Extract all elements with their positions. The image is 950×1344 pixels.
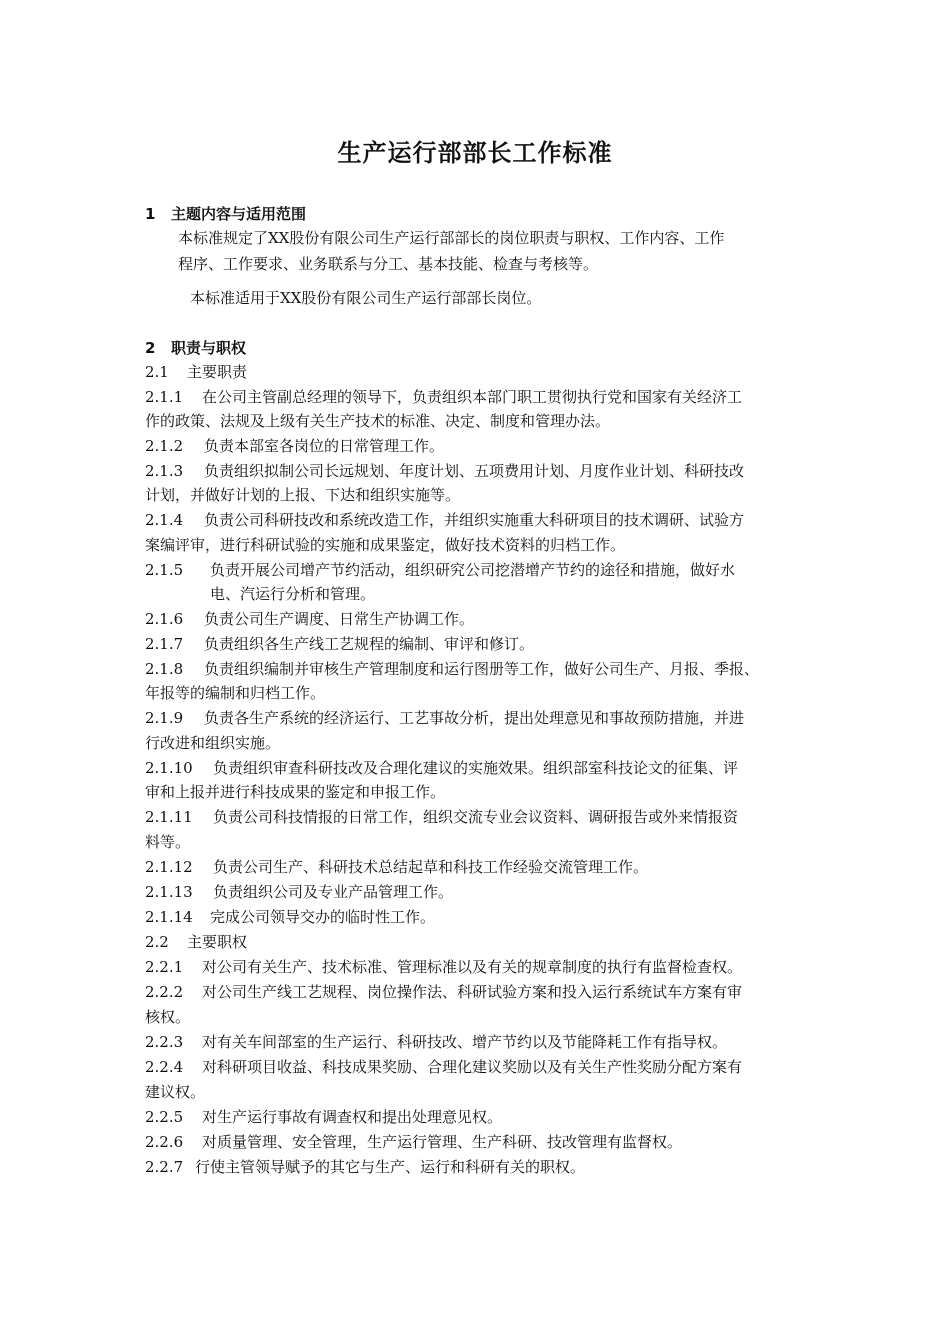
clause-continuation: 计划，并做好计划的上报、下达和组织实施等。 — [145, 486, 461, 504]
clause-item — [145, 1031, 727, 1053]
clause-number: 2.1.2 — [145, 437, 184, 455]
subsection-heading — [145, 931, 247, 953]
clause-item — [145, 1056, 742, 1078]
clause-text: 对质量管理、安全管理，生产运行管理、生产科研、技改管理有监督权。 — [202, 1133, 683, 1151]
clause-text: 负责公司生产调度、日常生产协调工作。 — [204, 610, 475, 628]
clause-item — [145, 1131, 682, 1153]
clause-item — [145, 956, 742, 978]
clause-item — [145, 633, 534, 655]
section-number: 2 — [145, 339, 156, 357]
clause-number: 2.1.6 — [145, 610, 184, 628]
clause-number: 2.1.14 — [145, 908, 193, 926]
clause-item — [145, 658, 759, 680]
clause-text: 负责公司科研技改和系统改造工作，并组织实施重大科研项目的技术调研、试验方 — [204, 511, 745, 529]
clause-text: 主要职责 — [187, 363, 248, 381]
clause-number: 2.1.8 — [145, 660, 184, 678]
clause-item — [145, 981, 742, 1003]
clause-text: 负责本部室各岗位的日常管理工作。 — [204, 437, 445, 455]
section-heading — [145, 337, 246, 359]
clause-item — [145, 559, 735, 581]
clause-item — [145, 509, 744, 531]
clause-continuation: 审和上报并进行科技成果的鉴定和申报工作。 — [145, 783, 446, 801]
clause-number: 2.1.9 — [145, 709, 184, 727]
clause-number: 2.2.7 — [145, 1158, 184, 1176]
clause-number: 2.2.5 — [145, 1108, 184, 1126]
clause-item — [145, 906, 435, 928]
clause-continuation: 料等。 — [145, 833, 191, 851]
clause-item — [145, 1156, 585, 1178]
clause-item — [145, 435, 444, 457]
clause-item — [145, 460, 744, 482]
clause-item — [145, 806, 738, 828]
clause-text: 对公司生产线工艺规程、岗位操作法、科研试验方案和投入运行系统试车方案有审 — [202, 983, 743, 1001]
clause-number: 2.1.3 — [145, 462, 184, 480]
section-number: 1 — [145, 205, 156, 223]
clause-number: 2.1.12 — [145, 858, 193, 876]
clause-number: 2.2.2 — [145, 983, 184, 1001]
clause-number: 2.1.1 — [145, 388, 184, 406]
clause-text: 负责开展公司增产节约活动，组织研究公司挖潜增产节约的途径和措施，做好水 — [210, 561, 736, 579]
clause-continuation: 行改进和组织实施。 — [145, 734, 281, 752]
clause-item — [145, 1106, 502, 1128]
clause-item — [145, 386, 742, 408]
clause-text: 负责各生产系统的经济运行、工艺事故分析，提出处理意见和事故预防措施，并进 — [204, 709, 745, 727]
clause-number: 2.2 — [145, 933, 169, 951]
clause-text: 负责组织各生产线工艺规程的编制、审评和修订。 — [204, 635, 535, 653]
clause-number: 2.1.7 — [145, 635, 184, 653]
clause-number: 2.1.4 — [145, 511, 184, 529]
clause-number: 2.2.3 — [145, 1033, 184, 1051]
section-heading-text: 主题内容与适用范围 — [171, 205, 307, 223]
clause-item — [145, 881, 453, 903]
clause-text: 行使主管领导赋予的其它与生产、运行和科研有关的职权。 — [195, 1158, 586, 1176]
paragraph-line: 本标准规定了XX股份有限公司生产运行部部长的岗位职责与职权、工作内容、工作 — [178, 229, 725, 247]
clause-number: 2.1.13 — [145, 883, 193, 901]
clause-number: 2.2.1 — [145, 958, 184, 976]
paragraph-line: 程序、工作要求、业务联系与分工、基本技能、检查与考核等。 — [178, 255, 599, 273]
clause-continuation: 案编评审，进行科研试验的实施和成果鉴定，做好技术资料的归档工作。 — [145, 536, 626, 554]
clause-number: 2.1.11 — [145, 808, 193, 826]
clause-item — [145, 707, 744, 729]
clause-text: 对有关车间部室的生产运行、科研技改、增产节约以及节能降耗工作有指导权。 — [202, 1033, 728, 1051]
clause-number: 2.1.10 — [145, 759, 193, 777]
clause-text: 负责组织编制并审核生产管理制度和运行图册等工作，做好公司生产、月报、季报、 — [204, 660, 760, 678]
clause-text: 负责组织公司及专业产品管理工作。 — [213, 883, 454, 901]
clause-text: 对生产运行事故有调查权和提出处理意见权。 — [202, 1108, 503, 1126]
clause-text: 对科研项目收益、科技成果奖励、合理化建议奖励以及有关生产性奖励分配方案有 — [202, 1058, 743, 1076]
clause-continuation: 年报等的编制和归档工作。 — [145, 684, 326, 702]
clause-item — [145, 757, 738, 779]
clause-text: 负责组织审查科研技改及合理化建议的实施效果。组织部室科技论文的征集、评 — [213, 759, 739, 777]
clause-text: 在公司主管副总经理的领导下，负责组织本部门职工贯彻执行党和国家有关经济工 — [202, 388, 743, 406]
clause-item — [145, 856, 648, 878]
clause-number: 2.2.6 — [145, 1133, 184, 1151]
clause-continuation: 建议权。 — [145, 1083, 206, 1101]
clause-number: 2.1.5 — [145, 561, 184, 579]
clause-text: 主要职权 — [187, 933, 248, 951]
clause-continuation: 核权。 — [145, 1008, 191, 1026]
clause-item — [145, 608, 474, 630]
document-title: 生产运行部部长工作标准 — [337, 139, 613, 167]
clause-number: 2.2.4 — [145, 1058, 184, 1076]
clause-text: 负责公司科技情报的日常工作，组织交流专业会议资料、调研报告或外来情报资 — [213, 808, 739, 826]
section-heading-text: 职责与职权 — [171, 339, 247, 357]
clause-number: 2.1 — [145, 363, 169, 381]
subsection-heading — [145, 361, 247, 383]
clause-continuation: 作的政策、法规及上级有关生产技术的标准、决定、制度和管理办法。 — [145, 412, 611, 430]
clause-text: 完成公司领导交办的临时性工作。 — [210, 908, 436, 926]
clause-continuation: 电、汽运行分析和管理。 — [210, 585, 376, 603]
clause-text: 负责公司生产、科研技术总结起草和科技工作经验交流管理工作。 — [213, 858, 649, 876]
section-heading — [145, 203, 306, 225]
clause-text: 负责组织拟制公司长远规划、年度计划、五项费用计划、月度作业计划、科研技改 — [204, 462, 745, 480]
paragraph-line: 本标准适用于XX股份有限公司生产运行部部长岗位。 — [190, 289, 542, 307]
clause-text: 对公司有关生产、技术标准、管理标准以及有关的规章制度的执行有监督检查权。 — [202, 958, 743, 976]
